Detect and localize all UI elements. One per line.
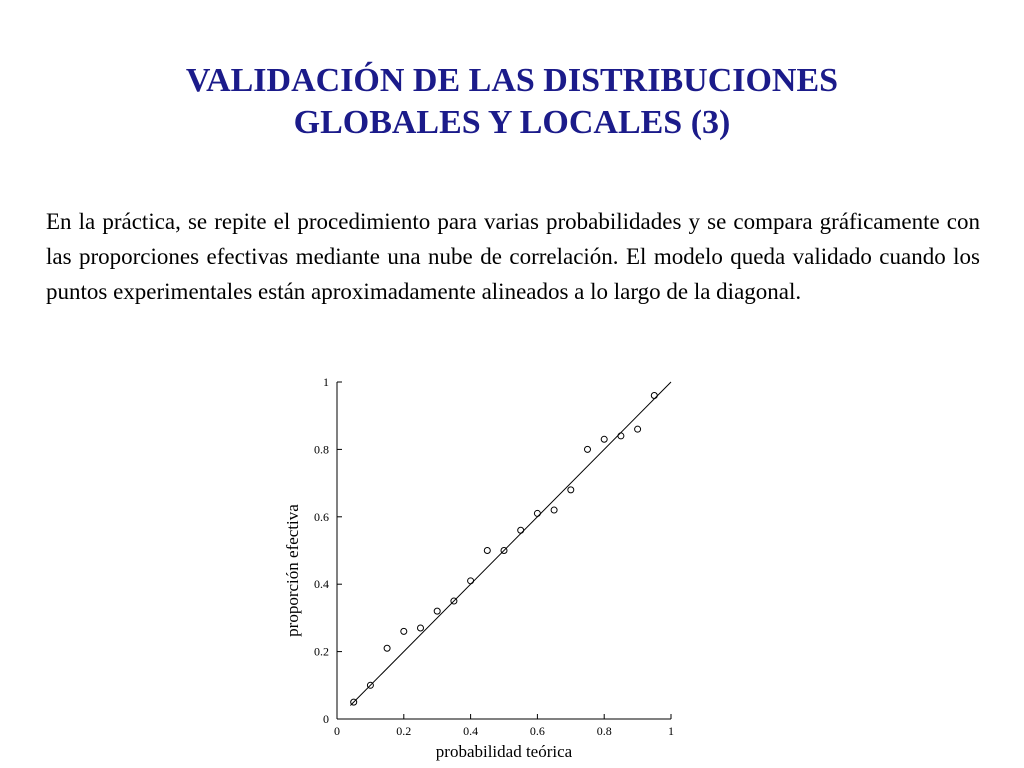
x-tick-label: 0.8 [596,724,612,738]
y-tick-label: 0.6 [314,509,329,524]
data-point [534,510,540,516]
data-point [518,527,524,533]
slide-paragraph: En la práctica, se repite el procedimiento para varias probabilidades y se compara gráficamente con las proporciones efectivas mediante una nube de correlación. El modelo queda validado cuando los puntos experimentales están aproximadamente alineados a lo largo de la diagonal. [46,209,980,304]
y-tick-label: 0.8 [314,442,329,457]
data-point [434,608,440,614]
data-point [551,507,557,513]
x-tick-label: 0 [334,724,340,738]
data-point [585,446,591,452]
x-tick-label: 0.6 [529,724,545,738]
data-point [384,645,390,651]
x-tick-label: 1 [668,724,674,738]
data-point [468,578,474,584]
x-tick-label: 0.2 [396,724,412,738]
y-axis-label: proporción efectiva [283,504,302,637]
data-point [601,436,607,442]
y-tick-label: 0.2 [314,644,329,659]
data-point [484,548,490,554]
data-point [635,426,641,432]
scatter-chart [270,362,690,764]
data-point [651,392,657,398]
y-tick-label: 0.4 [314,577,329,592]
y-tick-label: 1 [323,375,329,389]
x-axis-label: probabilidad teórica [435,742,573,761]
data-point [568,487,574,493]
data-point [418,625,424,631]
x-tick-label: 0.4 [463,724,479,738]
data-point [618,433,624,439]
data-point [401,628,407,634]
slide-title-line-1: VALIDACIÓN DE LAS DISTRIBUCIONES [185,62,839,99]
slide-title [0,60,1024,144]
y-tick-label: 0 [323,712,329,726]
slide-title-line-2: GLOBALES Y LOCALES (3) [293,104,731,141]
diagonal-line [350,382,671,706]
chart-reference-line [350,382,671,706]
